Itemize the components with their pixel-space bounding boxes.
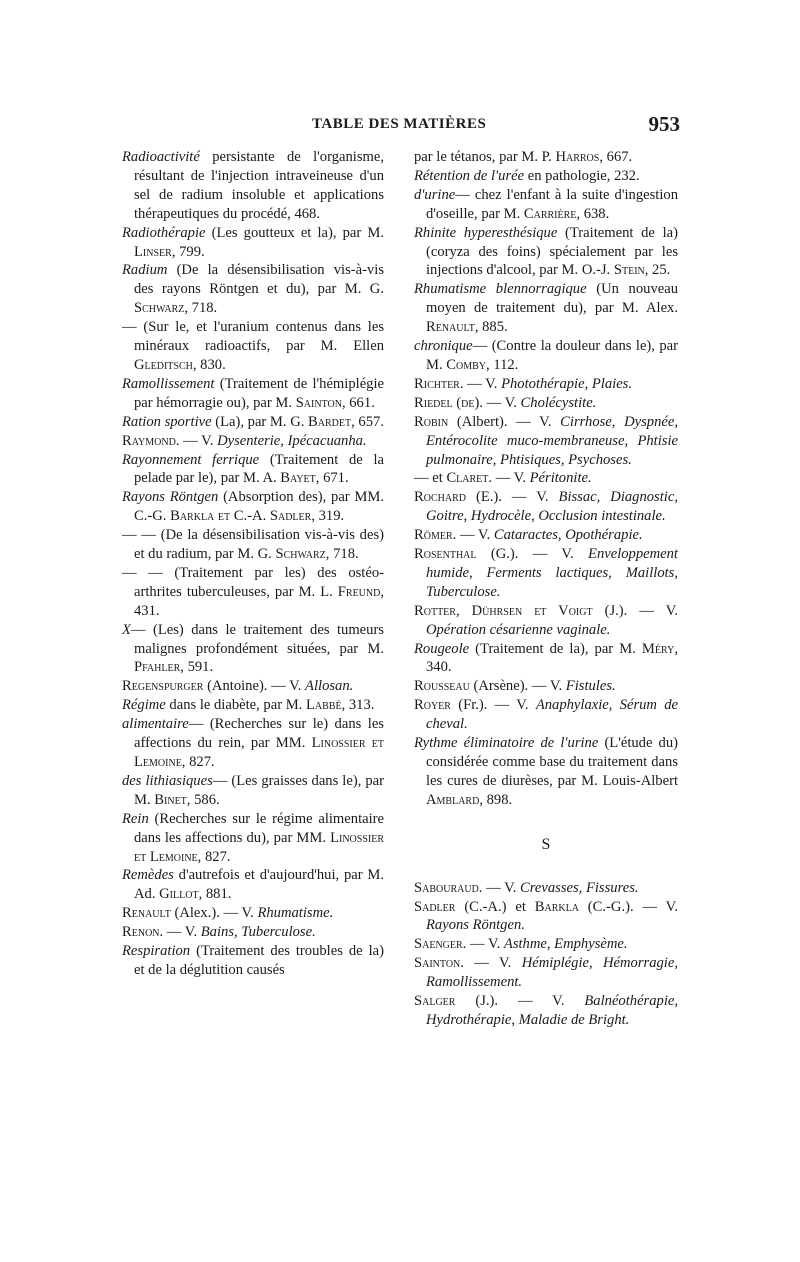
entry-n: Stein xyxy=(613,262,645,279)
entry-v: Crevasses, Fissures. xyxy=(520,879,639,896)
running-title: TABLE DES MATIÈRES xyxy=(312,116,487,132)
index-entry xyxy=(414,526,678,545)
entry-n: Linser xyxy=(134,243,172,260)
entry-n: Bardet xyxy=(308,413,352,430)
entry-n: Schwarz xyxy=(275,546,326,563)
entry-t2: . — V. xyxy=(452,527,494,544)
entry-n: Renault xyxy=(426,319,475,336)
index-entry xyxy=(414,677,678,696)
entry-t2: , 881. xyxy=(198,886,232,903)
entry-n: Saenger xyxy=(414,936,463,953)
entry-v: Asthme, Emphysème. xyxy=(503,936,628,953)
index-entry xyxy=(414,545,678,602)
entry-v: Photothérapie, Plaies. xyxy=(501,375,632,392)
entry-t2: (J.). — V. xyxy=(455,993,585,1010)
entry-t: d'autrefois et d'aujourd'hui, par M. Ad. xyxy=(134,867,384,903)
entry-t4: (C.-G.). — V. xyxy=(578,898,678,915)
entry-t: en pathologie, 232. xyxy=(524,167,640,184)
entry-k: Radioactivité xyxy=(122,149,200,165)
entry-t: (Un nouveau moyen de traitement du), par M. Alex. xyxy=(426,281,678,317)
entry-k: Rythme éliminatoire de l'urine xyxy=(414,735,599,752)
entry-t: (Traitement de la pelade par le), par M. A. xyxy=(134,451,384,487)
entry-t2: , 827. xyxy=(197,848,231,865)
entry-t: (L'étude du) considérée comme base du traitement dans les cures de diurèses, par M. Louis-Albert xyxy=(426,735,678,789)
entry-t3: chez l'enfant à la suite d'ingestion d'oseille, par M. xyxy=(426,186,678,222)
entry-t: — (Sur le, et l'uranium contenus dans les minéraux radioactifs, par M. Ellen xyxy=(122,319,384,355)
entry-t2: . — V. xyxy=(479,394,521,411)
entry-t: (Les goutteux et la), par M. xyxy=(205,224,384,241)
entry-t3: (Contre la douleur dans le), par M. xyxy=(426,338,679,373)
entry-t: (Traitement de la) (coryza des foins) spécialement par les injections d'alcool, par M. O.-J. xyxy=(426,224,678,279)
entry-t2: , 431. xyxy=(134,583,384,619)
entry-n: Binet xyxy=(154,791,187,808)
index-entry xyxy=(122,261,384,318)
entry-n: Salger xyxy=(414,993,456,1010)
index-entry xyxy=(414,469,678,488)
entry-t2: , 657. xyxy=(351,413,384,430)
entry-t2: (J.). — V. xyxy=(592,602,678,619)
entry-t2: , 340. xyxy=(426,640,678,676)
entry-t2: , 671. xyxy=(315,470,349,487)
entry-n2: Barkla xyxy=(534,898,579,915)
entry-t2: . — V. xyxy=(460,955,522,972)
entry-t: — xyxy=(212,772,232,789)
entry-t2: (Arsène). — V. xyxy=(469,678,566,695)
index-entry xyxy=(414,602,678,640)
index-entry xyxy=(414,696,678,734)
entry-v: Cirrhose, Dyspnée, Entérocolite muco-membraneuse, Phtisie pulmonaire, Phtisiques, Psychoses. xyxy=(426,413,678,468)
index-entry xyxy=(414,280,678,337)
entry-n: Raymond xyxy=(122,432,176,449)
entry-n: Linossier et Lemoine xyxy=(134,735,384,770)
index-column-left xyxy=(122,148,384,980)
entry-k: Rétention de l'urée xyxy=(414,167,525,184)
index-entry xyxy=(414,879,678,898)
entry-n: Sainton xyxy=(414,955,461,972)
index-entry xyxy=(122,224,384,262)
entry-k: Rayonnement ferrique xyxy=(122,451,260,468)
entry-t2: . — V. xyxy=(462,936,504,953)
entry-t2: (G.). — V. xyxy=(476,546,589,563)
index-entry xyxy=(414,488,678,526)
entry-v: Péritonite. xyxy=(529,470,592,487)
index-entry xyxy=(122,866,384,904)
entry-t2: , 799. xyxy=(171,243,205,260)
entry-t: (Absorption des), par MM. C.-G. xyxy=(134,489,385,525)
entry-t2: , 591. xyxy=(180,659,214,676)
index-entry xyxy=(122,564,384,621)
entry-t2: , 313. xyxy=(341,697,375,714)
entry-t2: , 718. xyxy=(325,546,359,563)
entry-v: Bissac, Diagnostic, Goitre, Hydrocèle, Occlusion intestinale. xyxy=(426,489,678,525)
entry-t2: , 885. xyxy=(474,319,508,336)
section-letter: S xyxy=(541,835,551,853)
entry-t: — — (De la désensibilisation vis-à-vis des) et du radium, par M. G. xyxy=(122,527,384,563)
entry-v: Rayons Röntgen. xyxy=(426,917,525,934)
entry-k: Radium xyxy=(122,262,168,279)
page-number: 953 xyxy=(648,112,680,136)
entry-t2: (Antoine). — V. xyxy=(203,678,306,695)
entry-t2: , 112. xyxy=(486,356,519,373)
entry-v: Rhumatisme. xyxy=(257,905,334,922)
entry-k: des lithiasiques xyxy=(122,772,213,789)
entry-t2: , 718. xyxy=(184,300,218,317)
index-entry xyxy=(122,904,384,923)
entry-n: Schwarz xyxy=(134,300,185,317)
entry-n: Riedel (de) xyxy=(414,394,480,411)
entry-t2: , 319. xyxy=(311,508,345,525)
entry-t2: , 667. xyxy=(599,149,633,165)
index-entry xyxy=(122,451,384,489)
entry-k: Rein xyxy=(122,810,149,827)
index-entry xyxy=(414,224,678,281)
entry-n: Robin xyxy=(414,413,449,430)
index-entry xyxy=(122,677,384,696)
entry-n: Freund xyxy=(337,583,381,600)
entry-n: Barkla et C.-A. Sadler xyxy=(170,508,312,525)
index-entry xyxy=(414,148,678,167)
entry-t: (De la désensibilisation vis-à-vis des rayons Röntgen et du), par M. G. xyxy=(134,262,384,298)
entry-v: Opération césarienne vaginale. xyxy=(426,621,611,638)
entry-n: Sabouraud xyxy=(414,879,479,896)
entry-n: Harros xyxy=(555,149,600,165)
index-entry xyxy=(122,621,384,678)
index-entry xyxy=(122,526,384,564)
entry-n: Carrière xyxy=(523,205,577,222)
entry-t2: (Albert). — V. xyxy=(448,413,561,430)
index-entry xyxy=(414,413,678,470)
index-entry xyxy=(414,992,678,1030)
entry-k: Radiothérapie xyxy=(122,224,206,241)
entry-v: Cataractes, Opothérapie. xyxy=(493,527,643,544)
entry-n: Comby xyxy=(446,356,487,373)
entry-n: Claret xyxy=(446,470,489,487)
entry-t2: (E.). — V. xyxy=(465,489,559,506)
index-entry xyxy=(414,734,678,810)
entry-t: (Traitement de la), par M. xyxy=(469,640,642,657)
entry-t: — xyxy=(455,186,475,203)
index-entry xyxy=(122,772,384,810)
entry-t2: . — V. xyxy=(159,924,201,941)
entry-t: — et xyxy=(414,470,447,487)
entry-n: Gleditsch xyxy=(134,356,193,373)
entry-k: d'urine xyxy=(414,186,456,203)
entry-t2: . — V. xyxy=(175,432,218,449)
entry-n: Römer xyxy=(414,527,453,544)
index-entry xyxy=(122,696,384,715)
index-entry xyxy=(122,923,384,942)
entry-n: Rochard xyxy=(414,489,466,506)
entry-v: Allosan. xyxy=(305,678,354,695)
index-entry xyxy=(414,167,678,186)
entry-n: Rousseau xyxy=(414,678,470,695)
entry-t: persistante de l'organisme, résultant de l'injection intraveineuse d'un sel de radium insoluble et applications thérapeutiques du procédé, 468. xyxy=(134,149,384,222)
entry-n: Sadler xyxy=(414,898,456,915)
entry-t3: (Recherches sur le) dans les affections du rein, par MM. xyxy=(134,716,384,752)
entry-n: Regenspurger xyxy=(122,678,204,695)
entry-v: Dysenterie, Ipécacuanha. xyxy=(217,432,367,449)
entry-t2: . — V. xyxy=(488,470,530,487)
entry-n: Royer xyxy=(414,697,451,714)
entry-v: Enveloppement humide, Ferments lactiques, Maillots, Tuberculose. xyxy=(426,546,678,600)
entry-t2: , 827. xyxy=(181,754,215,770)
entry-t2: , 898. xyxy=(479,791,513,808)
entry-n: Bayet xyxy=(280,470,316,487)
entry-n: Pfahler xyxy=(134,659,181,676)
entry-v: Balnéothérapie, Hydrothérapie, Maladie de Bright. xyxy=(426,993,678,1028)
entry-t2: , 586. xyxy=(186,791,220,808)
entry-k: chronique xyxy=(414,338,473,355)
entry-k: Respiration xyxy=(122,943,191,960)
index-entry xyxy=(414,394,678,413)
entry-t3: (Les) dans le traitement des tumeurs malignes profondément situées, par M. xyxy=(134,621,384,657)
index-entry xyxy=(414,337,678,375)
entry-t2: , 661. xyxy=(341,394,375,411)
entry-t: — xyxy=(188,716,210,733)
entry-k: Ration sportive xyxy=(122,413,212,430)
index-entry xyxy=(414,640,678,678)
entry-t2: (Fr.). — V. xyxy=(450,697,536,714)
index-entry xyxy=(122,715,384,772)
entry-t: — xyxy=(130,621,153,638)
entry-k: Ramollissement xyxy=(122,375,215,392)
entry-k: Régime xyxy=(122,697,166,714)
entry-t2: . — V. xyxy=(478,879,521,896)
entry-t2: (C.-A.) et xyxy=(455,898,535,915)
entry-t: (Recherches sur le régime alimentaire dans les affections du), par MM. xyxy=(134,810,384,846)
entry-v: Cholécystite. xyxy=(520,394,597,411)
entry-t2: , 25. xyxy=(644,262,671,279)
entry-n: Gillot xyxy=(159,886,199,903)
entry-t2: (Alex.). — V. xyxy=(170,905,258,922)
index-entry xyxy=(414,935,678,954)
entry-k: Remèdes xyxy=(122,867,174,884)
entry-k: alimentaire xyxy=(122,716,189,733)
entry-n: Rosenthal xyxy=(414,546,477,563)
entry-n: Amblard xyxy=(426,791,480,808)
entry-v: Hémiplégie, Hémorragie, Ramollissement. xyxy=(426,955,678,991)
entry-k: Rhumatisme blennorragique xyxy=(414,281,587,298)
entry-n: Rotter, Dührsen et Voigt xyxy=(414,602,593,619)
entry-k: Rhinite hyperesthésique xyxy=(414,224,558,241)
index-entry xyxy=(122,432,384,451)
entry-t: — xyxy=(472,338,492,355)
index-entry xyxy=(122,942,384,980)
index-entry xyxy=(414,375,678,394)
entry-n: Linossier et Lemoine xyxy=(134,829,384,865)
entry-n: Richter xyxy=(414,375,460,392)
entry-t2: , 638. xyxy=(576,205,610,222)
entry-k: X xyxy=(122,621,131,638)
entry-v: Anaphylaxie, Sérum de cheval. xyxy=(426,697,678,733)
index-entry xyxy=(414,186,678,224)
entry-n: Renon xyxy=(122,924,160,941)
entry-t: — — (Traitement par les) des ostéo-arthrites tuberculeuses, par M. L. xyxy=(122,564,384,600)
entry-t: (Traitement de l'hémiplégie par hémorragie ou), par M. xyxy=(134,375,384,411)
index-entry xyxy=(122,148,384,224)
entry-n: Labbé xyxy=(305,697,342,714)
entry-t3: (Les graisses dans le), par M. xyxy=(134,772,384,808)
entry-t: par le tétanos, par M. P. xyxy=(414,149,556,165)
index-entry xyxy=(122,318,384,375)
entry-k: Rougeole xyxy=(414,640,470,657)
entry-v: Bains, Tuberculose. xyxy=(200,924,316,941)
index-entry xyxy=(122,488,384,526)
index-column-right xyxy=(414,148,678,1030)
entry-k: Rayons Röntgen xyxy=(122,489,219,506)
entry-t: dans le diabète, par M. xyxy=(165,697,306,714)
entry-t2: , 830. xyxy=(192,356,226,373)
entry-t: (Traitement des troubles de la) et de la déglutition causés xyxy=(134,943,384,978)
entry-v: Fistules. xyxy=(565,678,616,695)
index-entry xyxy=(122,810,384,867)
entry-n: Renault xyxy=(122,905,171,922)
index-entry xyxy=(122,413,384,432)
index-entry xyxy=(414,898,678,936)
index-entry xyxy=(122,375,384,413)
entry-t: (La), par M. G. xyxy=(211,413,309,430)
index-entry xyxy=(414,954,678,992)
entry-t2: . — V. xyxy=(459,375,502,392)
page-header xyxy=(120,112,680,140)
entry-n: Sainton xyxy=(295,394,342,411)
entry-n: Méry xyxy=(641,640,675,657)
